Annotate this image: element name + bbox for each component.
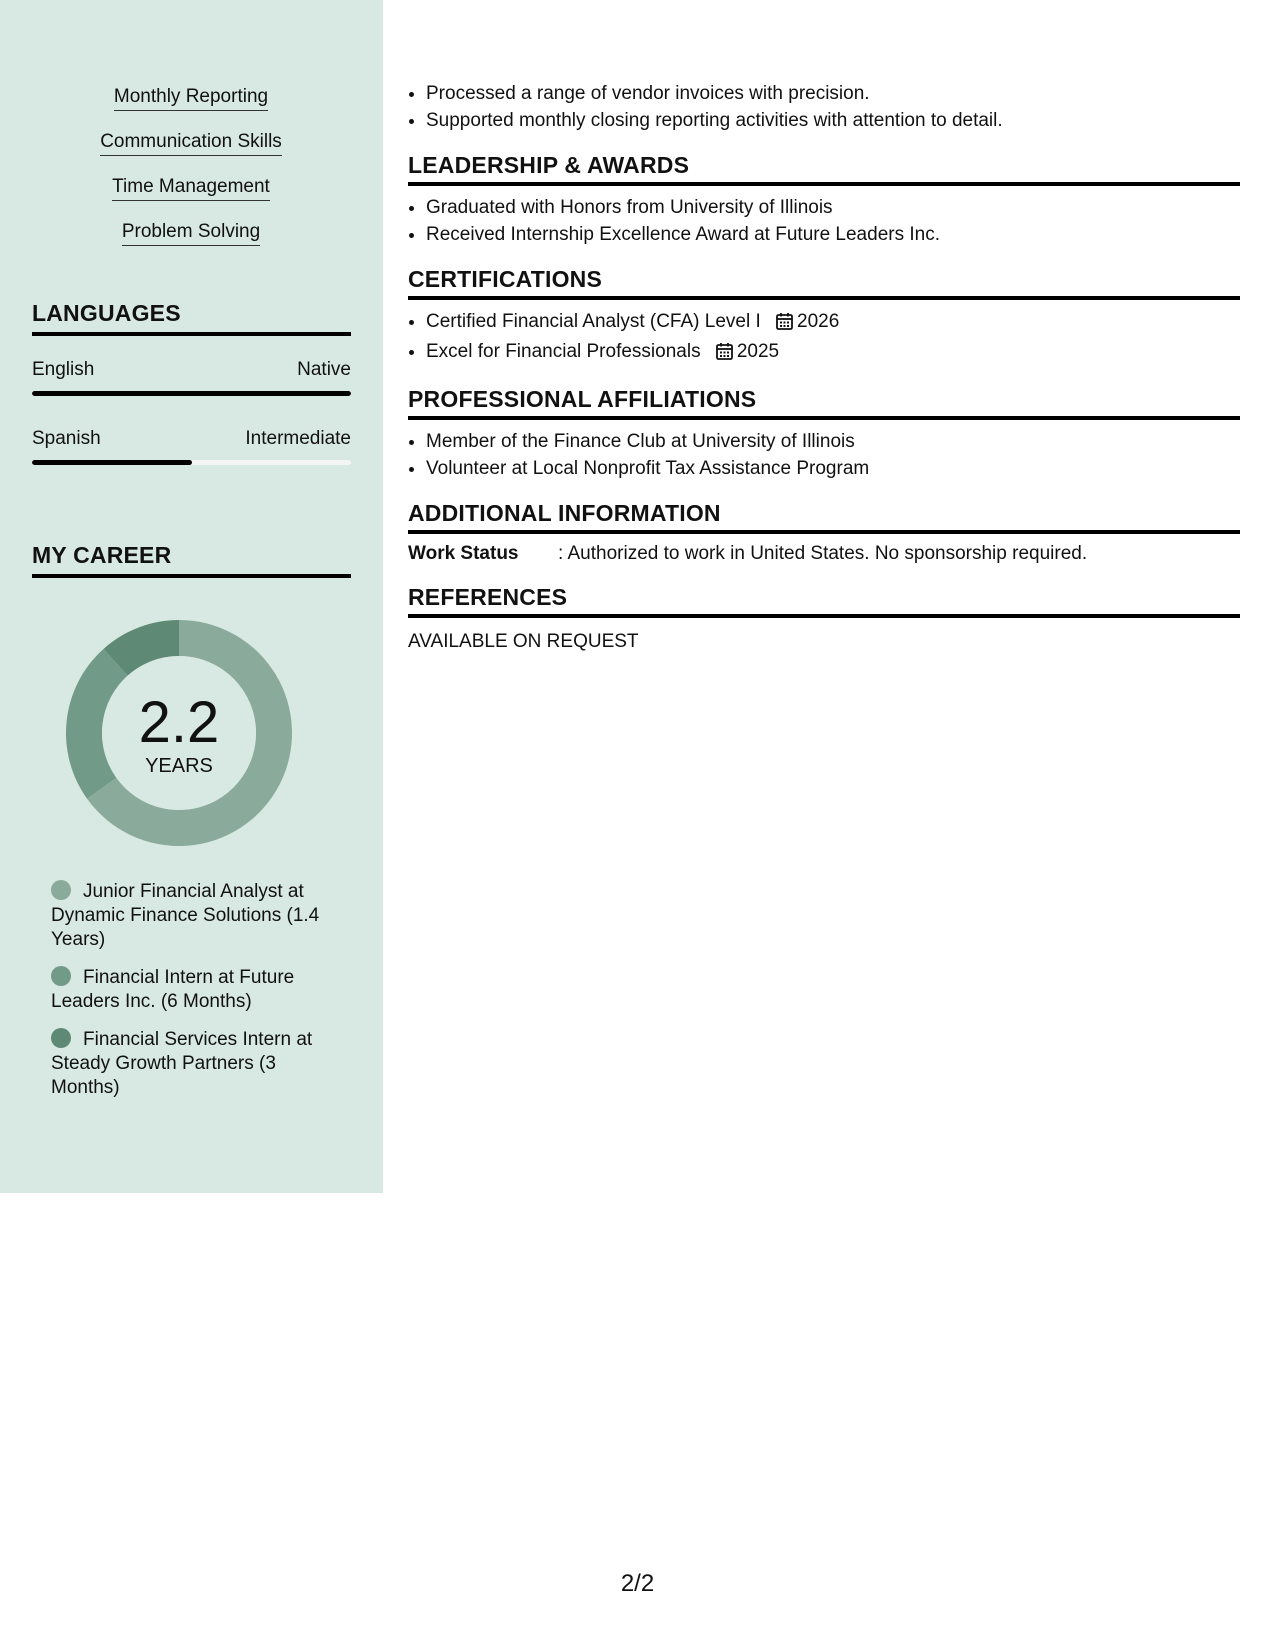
skill-item: Communication Skills [100,131,282,156]
bullet-item: • Graduated with Honors from University of Illinois [426,194,1240,221]
language-level: Native [297,359,351,380]
legend-item [51,1028,331,1100]
legend-dot [51,880,71,900]
leadership-list [408,194,1240,248]
career-total-unit: YEARS [145,755,213,777]
career-heading: MY CAREER [32,542,351,578]
language-name: Spanish [32,428,101,449]
skills-list [32,86,350,266]
legend-item [51,966,331,1014]
legend-dot [51,1028,71,1048]
page-number: 2/2 [620,1570,655,1597]
bullet-item: • Processed a range of vendor invoices with precision. [426,80,1240,107]
work-status-value: : Authorized to work in United States. No sponsorship required. [558,543,1088,564]
career-legend [51,880,331,1114]
language-level: Intermediate [245,428,351,449]
calendar-icon [776,311,793,338]
certification-year: 2026 [797,311,840,332]
legend-label: Junior Financial Analyst at Dynamic Finance Solutions (1.4 Years) [51,881,320,950]
legend-label: Financial Services Intern at Steady Growth Partners (3 Months) [51,1029,313,1098]
language-bar [32,391,351,396]
language-spanish [32,428,351,465]
leadership-heading: LEADERSHIP & AWARDS [408,152,1240,186]
certification-name: Excel for Financial Professionals [426,341,701,362]
certification-year: 2025 [736,341,780,362]
certification-name: Certified Financial Analyst (CFA) Level I [426,311,761,332]
language-name: English [32,359,95,380]
skill-item: Time Management [112,176,270,201]
certifications-heading: CERTIFICATIONS [408,266,1240,300]
certification-item [426,338,1240,368]
legend-dot [51,966,71,986]
bullet-item: • Supported monthly closing reporting activities with attention to detail. [426,107,1240,134]
work-status-label: Work Status [408,543,519,564]
donut-center [66,620,292,846]
skill-item: Monthly Reporting [114,86,268,111]
additional-info-heading: ADDITIONAL INFORMATION [408,500,1240,534]
language-bar-fill [32,460,192,465]
language-bar-fill [32,391,351,396]
language-english [32,359,351,396]
bullet-item: • Received Internship Excellence Award at Future Leaders Inc. [426,221,1240,248]
legend-item [51,880,331,952]
calendar-icon [716,341,733,368]
bullet-item: • Member of the Finance Club at University of Illinois [426,428,1240,455]
work-status-row [408,542,1240,566]
legend-label: Financial Intern at Future Leaders Inc. (6 Months) [51,967,295,1012]
career-total-value: 2.2 [138,690,220,755]
skill-item: Problem Solving [122,221,260,246]
sidebar [0,0,383,1193]
languages-heading: LANGUAGES [32,300,351,336]
certification-item [426,308,1240,338]
references-heading: REFERENCES [408,584,1240,618]
language-bar [32,460,351,465]
career-donut-chart [66,620,292,846]
references-text: AVAILABLE ON REQUEST [408,631,639,652]
affiliations-list [408,428,1240,482]
main-content [408,80,1240,654]
affiliations-heading: PROFESSIONAL AFFILIATIONS [408,386,1240,420]
certifications-list [408,308,1240,368]
bullet-item: • Volunteer at Local Nonprofit Tax Assistance Program [426,455,1240,482]
experience-bullets [408,80,1240,134]
